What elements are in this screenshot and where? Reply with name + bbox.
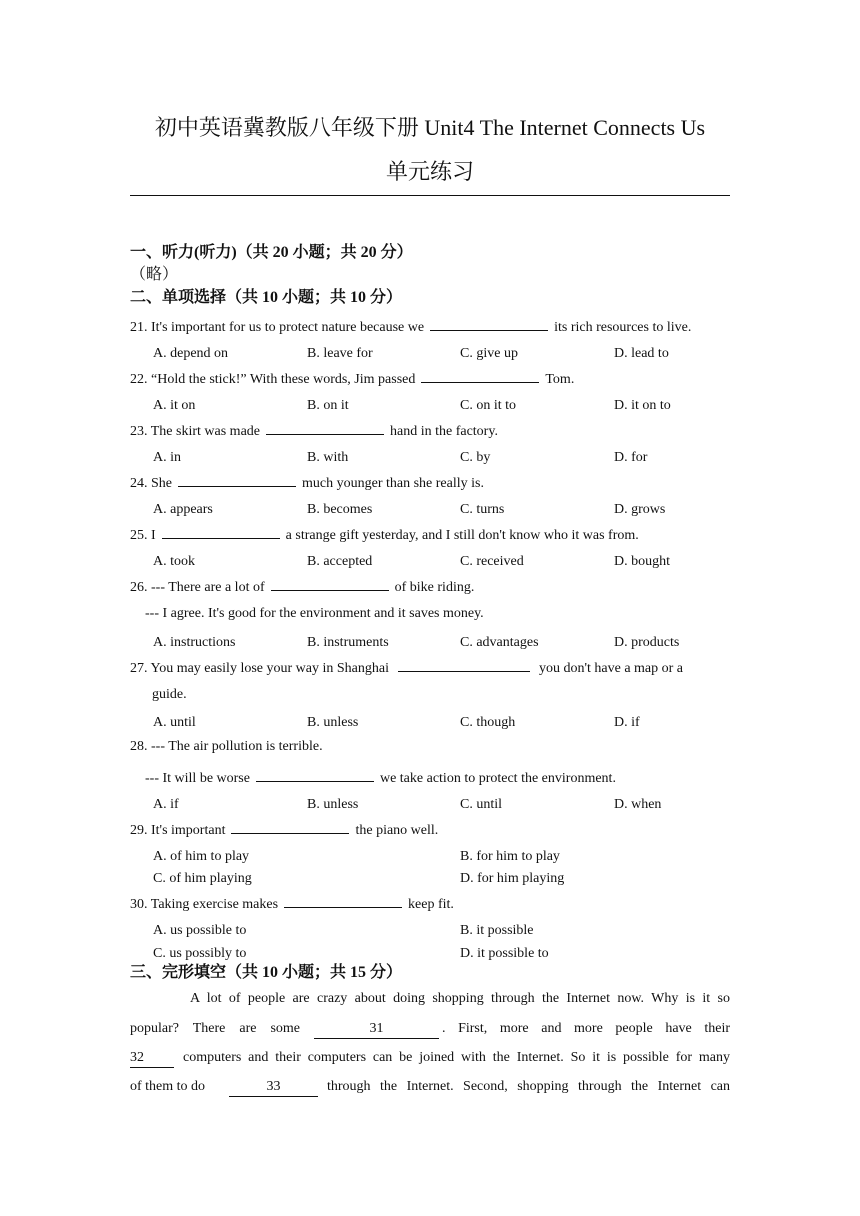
option-b: B. leave for <box>307 346 373 361</box>
answer-blank <box>284 893 402 908</box>
title-divider <box>130 195 730 196</box>
question-23 <box>130 420 730 441</box>
question-30 <box>130 893 730 914</box>
question-27-continued: guide. <box>152 687 187 702</box>
page-title: 初中英语冀教版八年级下册 Unit4 The Internet Connects Us <box>154 115 706 140</box>
cloze-text: of them to do <box>130 1079 206 1094</box>
answer-blank <box>256 767 374 782</box>
option-d: D. it on to <box>614 398 671 413</box>
question-stem: 27. You may easily lose your way in Shanghai <box>130 661 389 676</box>
option-b: B. instruments <box>307 635 389 650</box>
option-b: B. unless <box>307 797 359 812</box>
option-a: A. depend on <box>153 346 229 361</box>
option-d: D. if <box>614 715 640 730</box>
section-2-heading: 二、单项选择（共 10 小题；共 10 分） <box>130 289 403 306</box>
question-25 <box>130 524 730 545</box>
option-a: A. instructions <box>153 635 236 650</box>
option-c: C. until <box>460 797 503 812</box>
question-stem-end: of bike riding. <box>394 580 475 595</box>
option-c: C. us possibly to <box>153 946 247 961</box>
question-stem-end: the piano well. <box>355 823 439 838</box>
page-subtitle: 单元练习 <box>385 159 474 184</box>
cloze-text: through the Internet. Second, shopping through the Internet can <box>327 1079 730 1094</box>
option-a: A. us possible to <box>153 923 247 938</box>
section-1-heading: 一、听力(听力)（共 20 小题；共 20 分） <box>130 244 413 261</box>
option-d: D. bought <box>614 554 670 569</box>
option-c: C. turns <box>460 502 505 517</box>
answer-blank <box>398 657 530 672</box>
question-stem: 25. I <box>130 528 156 543</box>
question-stem: 30. Taking exercise makes <box>130 897 279 912</box>
option-c: C. on it to <box>460 398 517 413</box>
option-d: D. grows <box>614 502 666 517</box>
option-b: B. becomes <box>307 502 373 517</box>
option-a: A. appears <box>153 502 213 517</box>
cloze-blank-33: 33 <box>229 1078 318 1097</box>
answer-blank <box>271 576 389 591</box>
question-stem: --- It will be worse <box>145 771 250 786</box>
option-b: B. on it <box>307 398 349 413</box>
question-28-reply <box>145 767 745 788</box>
option-a: A. until <box>153 715 196 730</box>
cloze-text: . First, more and more people have their <box>442 1021 730 1036</box>
section-3-heading: 三、完形填空（共 10 小题；共 15 分） <box>130 964 403 981</box>
question-stem-end: its rich resources to live. <box>554 320 692 335</box>
cloze-text: computers and their computers can be joined with the Internet. So it is possible for many <box>183 1050 730 1065</box>
option-d: D. when <box>614 797 662 812</box>
cloze-text: A lot of people are crazy about doing shopping through the Internet now. Why is it so <box>190 991 730 1006</box>
section-1-note: （略） <box>130 266 179 283</box>
option-a: A. it on <box>153 398 196 413</box>
option-a: A. if <box>153 797 179 812</box>
option-c: C. though <box>460 715 516 730</box>
cloze-blank-32: 32 <box>130 1049 174 1068</box>
option-b: B. accepted <box>307 554 373 569</box>
question-stem: 29. It's important <box>130 823 226 838</box>
option-a: A. of him to play <box>153 849 250 864</box>
option-c: C. give up <box>460 346 518 361</box>
question-stem: 26. --- There are a lot of <box>130 580 265 595</box>
question-stem-end: we take action to protect the environment. <box>379 771 616 786</box>
cloze-text: popular? There are some <box>130 1021 300 1036</box>
option-d: D. lead to <box>614 346 669 361</box>
question-stem: 23. The skirt was made <box>130 424 260 439</box>
answer-blank <box>162 524 280 539</box>
question-26 <box>130 576 730 597</box>
question-28: 28. --- The air pollution is terrible. <box>130 739 323 754</box>
option-d: D. for him playing <box>460 871 565 886</box>
option-b: B. unless <box>307 715 359 730</box>
option-d: D. it possible to <box>460 946 549 961</box>
question-stem-end: you don't have a map or a <box>538 661 684 676</box>
question-22 <box>130 368 730 389</box>
question-stem-end: a strange gift yesterday, and I still don't know who it was from. <box>285 528 639 543</box>
question-stem: 21. It's important for us to protect nature because we <box>130 320 425 335</box>
answer-blank <box>421 368 539 383</box>
question-stem: 24. She <box>130 476 172 491</box>
question-24 <box>130 472 730 493</box>
option-b: B. with <box>307 450 349 465</box>
answer-blank <box>430 316 548 331</box>
option-b: B. it possible <box>460 923 534 938</box>
question-21 <box>130 316 730 337</box>
option-c: C. advantages <box>460 635 539 650</box>
option-d: D. products <box>614 635 680 650</box>
question-27 <box>130 657 730 678</box>
question-29 <box>130 819 730 840</box>
answer-blank <box>178 472 296 487</box>
answer-blank <box>266 420 384 435</box>
question-stem-end: much younger than she really is. <box>302 476 484 491</box>
question-stem-end: hand in the factory. <box>390 424 498 439</box>
option-a: A. took <box>153 554 195 569</box>
question-stem-end: keep fit. <box>408 897 454 912</box>
option-c: C. received <box>460 554 524 569</box>
question-stem: 22. “Hold the stick!” With these words, Jim passed <box>130 372 416 387</box>
option-d: D. for <box>614 450 648 465</box>
option-b: B. for him to play <box>460 849 560 864</box>
question-26-reply: --- I agree. It's good for the environment and it saves money. <box>145 606 484 621</box>
answer-blank <box>231 819 349 834</box>
option-c: C. by <box>460 450 491 465</box>
question-stem-end: Tom. <box>545 372 575 387</box>
option-c: C. of him playing <box>153 871 252 886</box>
cloze-blank-31: 31 <box>314 1020 439 1039</box>
option-a: A. in <box>153 450 181 465</box>
